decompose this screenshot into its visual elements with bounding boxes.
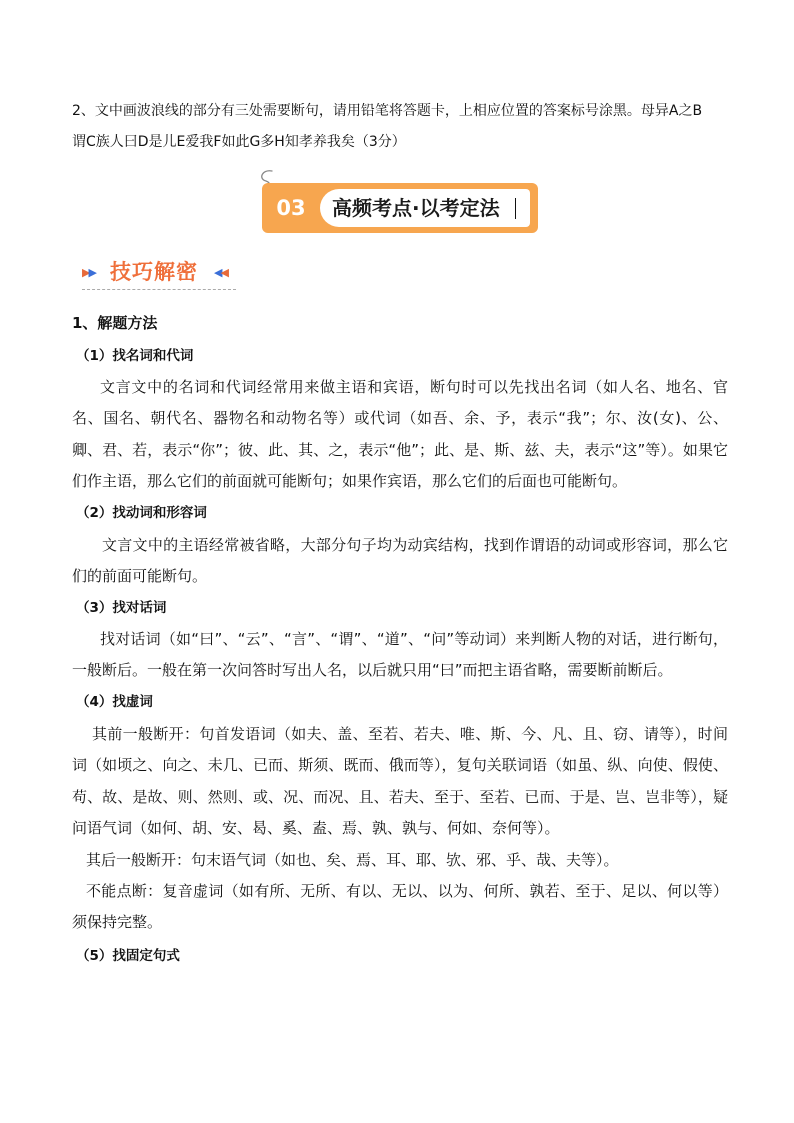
banner-card xyxy=(320,189,530,227)
section-heading: 1、解题方法 xyxy=(72,314,158,332)
dashed-divider xyxy=(82,289,236,290)
question-line-1: 2、文中画波浪线的部分有三处需要断句，请用铅笔将答题卡，上相应位置的答案标号涂黑。母异A之B xyxy=(72,103,703,119)
tips-heading xyxy=(82,257,238,289)
banner-number: 03 xyxy=(276,196,306,220)
subsection-text-2: 文言文中的主语经常被省略，大部分句子均为动宾结构，找到作谓语的动词或形容词，那么它们的前面可能断句。 xyxy=(72,536,728,586)
subsection-text-4c: 不能点断：复音虚词（如有所、无所、有以、无以、以为、何所、孰若、至于、足以、何以等）须保持完整。 xyxy=(72,882,728,932)
subsection-text-4a: 其前一般断开：句首发语词（如夫、盖、至若、若夫、唯、斯、今、凡、且、窃、请等），时间词（如顷之、向之、未几、已而、斯须、既而、俄而等），复句关联词语（如虽、纵、向使、假使、苟、故、是故、则、然则、或、况、而况、且、若夫、至于、至若、已而、于是、岂、岂非等），疑问语气词（如何、胡、安、曷、奚、盍、焉、孰、孰与、何如、奈何等）。 xyxy=(72,725,728,838)
subsection-heading-1: （1）找名词和代词 xyxy=(76,348,194,364)
text-cursor xyxy=(515,198,517,219)
subsection-heading-4: （4）找虚词 xyxy=(76,694,153,710)
question-line-2: 谓C族人曰D是儿E爱我F如此G多H知孝养我矣（3分） xyxy=(72,134,406,150)
subsection-text-4b: 其后一般断开：句末语气词（如也、矣、焉、耳、耶、欤、邪、乎、哉、夫等）。 xyxy=(86,851,619,869)
subsection-heading-5: （5）找固定句式 xyxy=(76,948,180,964)
banner-title: 高频考点·以考定法 xyxy=(332,196,500,220)
subsection-heading-3: （3）找对话词 xyxy=(76,600,167,616)
subsection-text-1: 文言文中的名词和代词经常用来做主语和宾语，断句时可以先找出名词（如人名、地名、官名、国名、朝代名、器物名和动物名等）或代词（如吾、余、予，表示“我”；尔、汝(女)、公、卿、君、若，表示“你”；彼、此、其、之，表示“他”；此、是、斯、兹、夫，表示“这”等）。如果它们作主语，那么它们的前面就可能断句；如果作宾语，那么它们的后面也可能断句。 xyxy=(72,378,728,491)
subsection-heading-2: （2）找动词和形容词 xyxy=(76,505,207,521)
double-arrow-right-icon: ▶▶ xyxy=(82,266,95,279)
double-arrow-left-icon: ◀◀ xyxy=(214,266,227,279)
section-banner xyxy=(262,183,538,233)
tips-label: 技巧解密 xyxy=(110,260,198,284)
subsection-text-3: 找对话词（如“曰”、“云”、“言”、“谓”、“道”、“问”等动词）来判断人物的对话，进行断句，一般断后。一般在第一次问答时写出人名，以后就只用“曰”而把主语省略，需要断前断后。 xyxy=(72,630,728,680)
